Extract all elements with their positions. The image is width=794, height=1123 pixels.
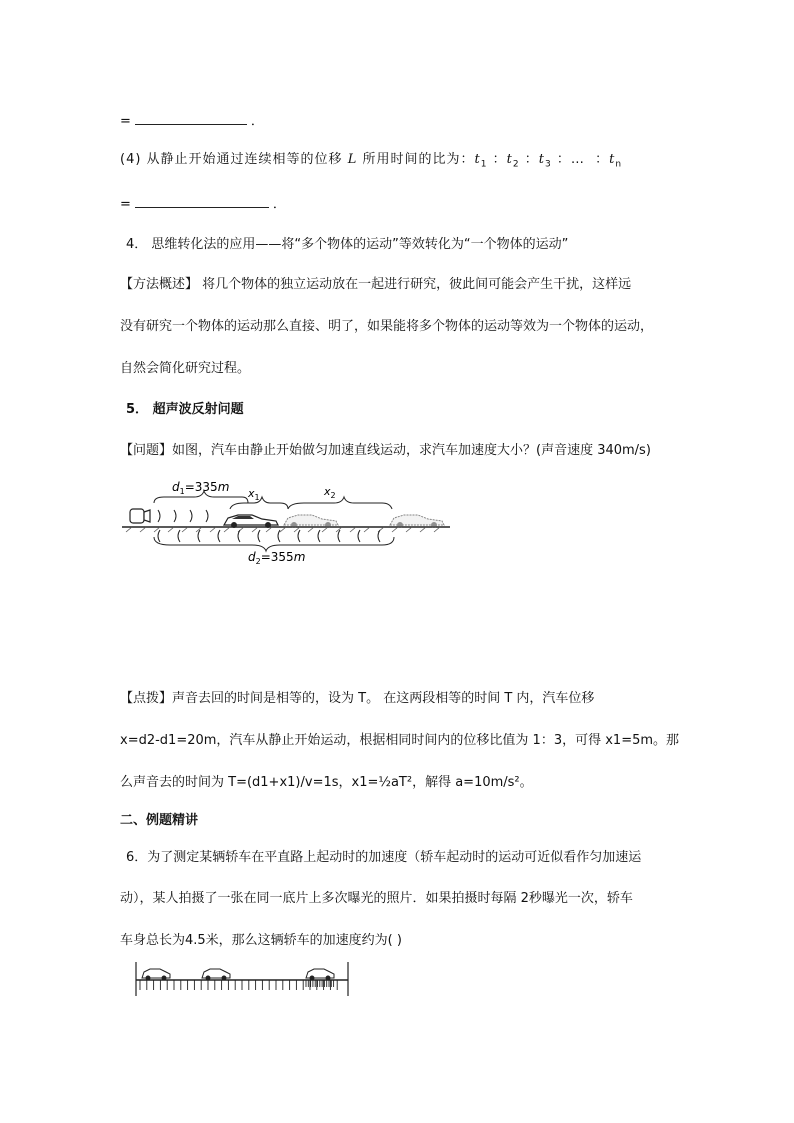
car-icon <box>142 969 170 981</box>
ratio-colon: ： <box>595 152 610 167</box>
ultrasound-figure <box>120 475 460 565</box>
t2-subscript: 2 <box>512 159 520 170</box>
part-2-title: 二、例题精讲 <box>120 813 199 828</box>
tn-subscript: n <box>615 159 623 170</box>
car-icon <box>390 515 444 528</box>
period: ． <box>272 197 286 212</box>
ruler-ticks <box>140 980 337 990</box>
hint-line-3: 么声音去的时间为 T=(d1+x1)/v=1s，x1=½aT²，解得 a=10m/s²。 <box>120 775 533 790</box>
car-icon <box>284 515 338 528</box>
item-4-prefix: (4) 从静止开始通过连续相等的位移 <box>120 152 343 167</box>
item-4-middle: 所用时间的比为： <box>362 152 475 167</box>
x1-label: $x_1$ <box>248 487 260 502</box>
d1-label: $d_1=335m$ <box>172 480 230 496</box>
t1-subscript: 1 <box>480 159 488 170</box>
symbol-L: L <box>347 152 358 167</box>
hint-line-2: x=d2-d1=20m，汽车从静止开始运动，根据相同时间内的位移比值为 1：3，可得 x1=5m。那 <box>120 733 680 748</box>
outgoing-waves <box>158 510 208 522</box>
equals-sign: = <box>120 114 131 129</box>
speaker-icon <box>130 509 150 523</box>
t3-subscript: 3 <box>544 159 552 170</box>
equals-sign: = <box>120 197 131 212</box>
car-icon <box>224 515 278 528</box>
t2-symbol: t <box>506 152 513 167</box>
d2-brace <box>154 537 394 551</box>
answer-line-1 <box>120 110 264 131</box>
section-5-title: 5． 超声波反射问题 <box>126 402 244 417</box>
section-4-title: 4． 思维转化法的应用——将“多个物体的运动”等效转化为“一个物体的运动” <box>126 237 569 252</box>
ellipsis: … <box>570 152 585 167</box>
method-line-3: 自然会简化研究过程。 <box>120 361 251 376</box>
ratio-colon: ： <box>524 152 539 167</box>
t3-symbol: t <box>538 152 545 167</box>
returning-waves <box>158 530 380 542</box>
x2-label: $x_2$ <box>324 485 336 500</box>
item-4-text <box>120 151 622 174</box>
method-line-2: 没有研究一个物体的运动那么直接、明了，如果能将多个物体的运动等效为一个物体的运动， <box>120 319 654 334</box>
answer-line-2 <box>120 193 286 214</box>
answer-blank[interactable] <box>135 110 247 125</box>
d2-label: $d_2=355m$ <box>248 550 306 565</box>
x2-brace <box>288 497 392 509</box>
period: ． <box>250 114 264 129</box>
car-icon <box>306 969 334 981</box>
question-text: 【问题】如图，汽车由静止开始做匀加速直线运动，求汽车加速度大小？(声音速度 340m/s) <box>120 443 651 458</box>
q6-line-1: 6．为了测定某辆轿车在平直路上起动时的加速度（轿车起动时的运动可近似看作匀加速运 <box>126 850 642 865</box>
answer-blank[interactable] <box>135 193 269 208</box>
q6-line-3: 车身总长为4.5米，那么这辆轿车的加速度约为( ) <box>120 933 402 948</box>
t1-symbol: t <box>474 152 481 167</box>
hint-line-1: 【点拨】声音去回的时间是相等的，设为 T。 在这两段相等的时间 T 内，汽车位移 <box>120 691 595 706</box>
ratio-colon: ： <box>492 152 507 167</box>
ruler-figure <box>130 960 355 1000</box>
ratio-colon: ： <box>556 152 571 167</box>
tn-symbol: t <box>609 152 616 167</box>
car-icon <box>202 969 230 981</box>
q6-line-2: 动），某人拍摄了一张在同一底片上多次曝光的照片．如果拍摄时每隔 2秒曝光一次，轿车 <box>120 891 633 906</box>
method-line-1: 【方法概述】 将几个物体的独立运动放在一起进行研究，彼此间可能会产生干扰，这样远 <box>120 277 632 292</box>
